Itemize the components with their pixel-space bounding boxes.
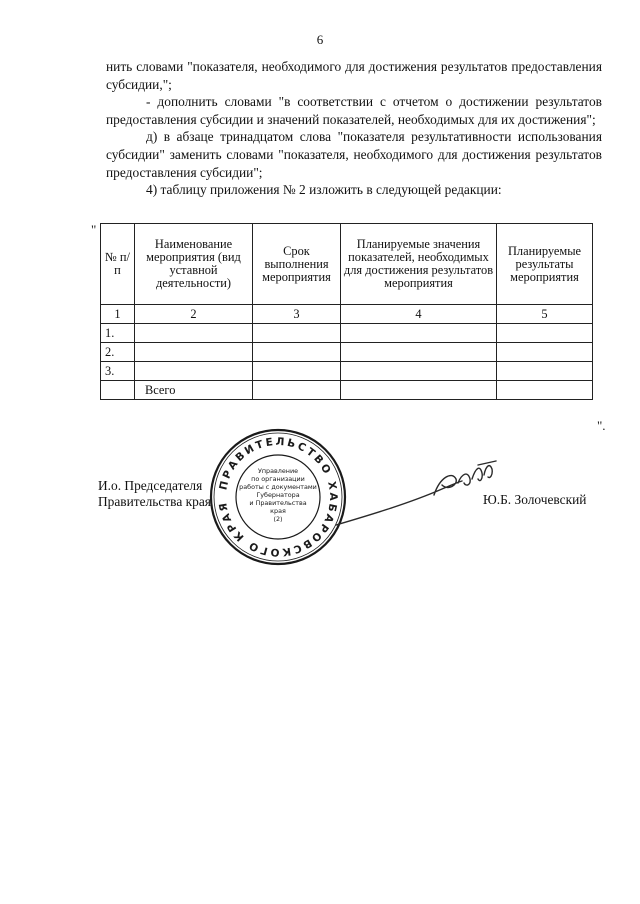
header-deadline: Срок выполнения мероприятия <box>253 224 341 305</box>
table-cell <box>341 343 497 362</box>
column-number-row <box>101 305 593 324</box>
table-cell <box>101 381 135 400</box>
table-cell <box>497 381 593 400</box>
paragraph-3: д) в абзаце тринадцатом слова "показателя результативности использования субсидии" заменить словами "показателя, необходимого для достижения результатов предоставления субсидии"; <box>106 129 602 180</box>
table-cell <box>341 362 497 381</box>
column-number: 3 <box>253 305 341 324</box>
column-number: 2 <box>135 305 253 324</box>
closing-quote: ". <box>597 418 606 433</box>
table-cell <box>497 343 593 362</box>
seal-center-line: работы с документами <box>239 483 317 491</box>
signatory-title-line: Правительства края <box>98 494 211 509</box>
table-cell <box>135 362 253 381</box>
header-number: № п/п <box>101 224 135 305</box>
seal-ring-text: ПРАВИТЕЛЬСТВО ХАБАРОВСКОГО КРАЯ <box>216 435 340 559</box>
table-cell <box>497 362 593 381</box>
table-cell <box>253 381 341 400</box>
header-planned-results: Планируемые результаты мероприятия <box>497 224 593 305</box>
table-cell <box>135 343 253 362</box>
column-number: 4 <box>341 305 497 324</box>
paragraph-2: - дополнить словами "в соответствии с отчетом о достижении результатов предоставления субсидии и значений показателей, необходимых для их достижения"; <box>106 94 602 127</box>
column-number: 5 <box>497 305 593 324</box>
table-row <box>101 362 593 381</box>
table-cell <box>135 324 253 343</box>
page-number: 6 <box>316 32 324 47</box>
row-number: 3. <box>101 362 135 381</box>
total-row <box>101 381 593 400</box>
total-label: Всего <box>135 381 253 400</box>
signatory-title-line: И.о. Председателя <box>98 478 203 493</box>
body-text <box>106 58 602 199</box>
table-cell <box>497 324 593 343</box>
seal-center-line: края <box>270 507 286 515</box>
table-row <box>101 324 593 343</box>
table-cell <box>341 381 497 400</box>
column-number: 1 <box>101 305 135 324</box>
paragraph-4: 4) таблицу приложения № 2 изложить в следующей редакции: <box>146 182 502 198</box>
seal-center-text <box>239 467 317 523</box>
header-row <box>101 224 593 305</box>
signatory-title <box>98 478 211 510</box>
opening-quote: " <box>91 222 97 237</box>
paragraph-1: нить словами "показателя, необходимого для достижения результатов предоставления субсидии,"; <box>106 59 602 92</box>
seal-center-line: по организации <box>251 475 305 483</box>
header-planned-indicators: Планируемые значения показателей, необходимых для достижения результатов мероприятия <box>341 224 497 305</box>
official-seal <box>208 427 348 567</box>
handwritten-signature <box>330 455 500 535</box>
seal-center-line: Управление <box>257 467 299 475</box>
seal-center-line: и Правительства <box>249 499 307 507</box>
table-row <box>101 343 593 362</box>
table-cell <box>341 324 497 343</box>
row-number: 2. <box>101 343 135 362</box>
row-number: 1. <box>101 324 135 343</box>
seal-center-line: Губернатора <box>256 491 300 499</box>
signatory-name: Ю.Б. Золочевский <box>483 492 587 507</box>
table-cell <box>253 362 341 381</box>
table-cell <box>253 343 341 362</box>
appendix-table <box>100 223 593 400</box>
table-cell <box>253 324 341 343</box>
seal-center-line: (2) <box>273 515 283 523</box>
header-activity-name: Наименование мероприятия (вид уставной деятельности) <box>135 224 253 305</box>
